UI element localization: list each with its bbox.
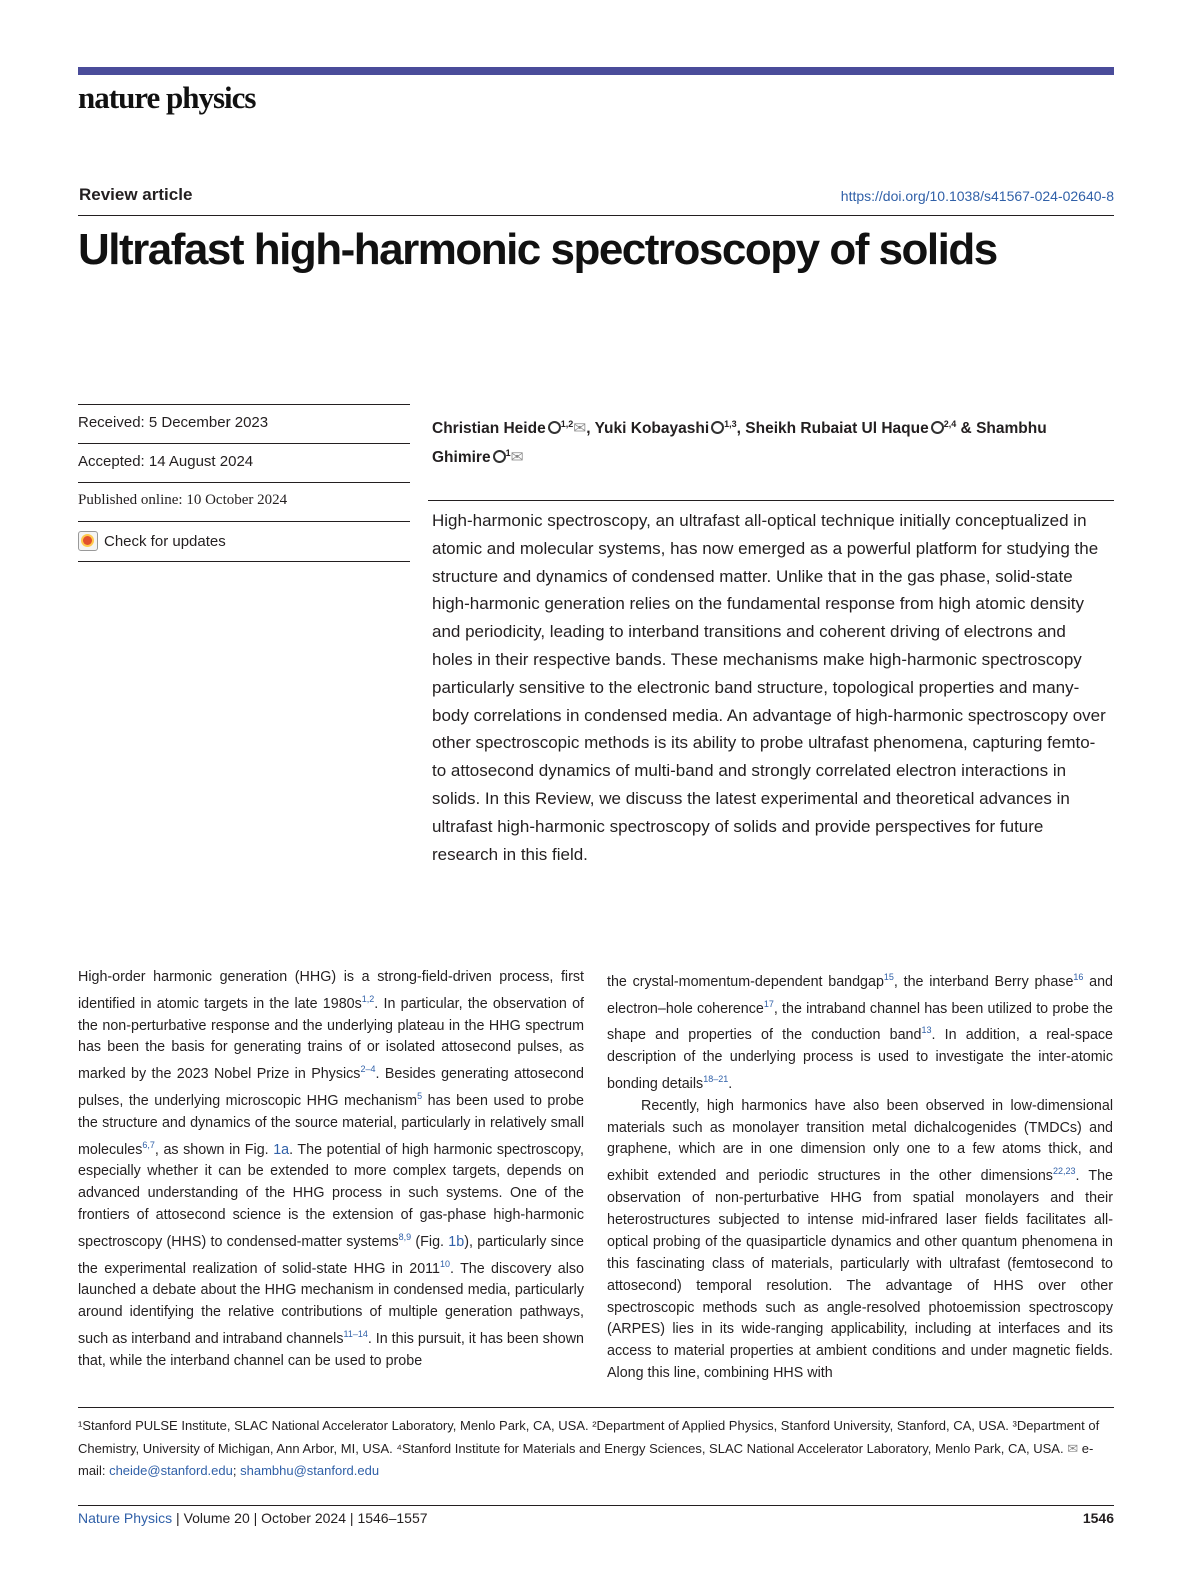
footer-pages: 1546–1557 [357,1510,428,1526]
body-text: . The observation of non-perturbative HHG from spatial monolayers and their heterostructures subjected to intense mid-infrared laser fields facilitates all-optical probing of the quasiparticle dynamics and other quantum phenomena in this fascinating class of materials, particularly with ultrafast (femtosecond to attosecond) temporal resolution. The advantage of HHS over other spectroscopic methods such as angle-resolved photoemission spectroscopy (ARPES) lies in its wide-ranging applicability, including at interfaces and its access to material properties at ambient conditions and under magnetic fields. Along this line, combining HHS with [607,1168,1113,1382]
author-affiliation: 1,2 [560,419,574,429]
body-text: High-order harmonic generation (HHG) is a strong-field-driven process, first identified in atomic targets in the late 1980s [78,969,584,1012]
footer-sep: | [253,1510,258,1526]
email-separator: ; [232,1463,237,1478]
body-text: . In this pursuit, it has been shown that, while the interband channel can be used to probe [78,1330,585,1369]
footer-divider [78,1505,1114,1506]
page-footer [78,1510,428,1526]
figure-link[interactable]: 1a [273,1141,290,1158]
body-text: , the intraband channel has been utilized to probe the shape and properties of the conduction band [607,1000,1113,1044]
email-label: e-mail: [78,1440,1094,1478]
body-text: . Besides generating attosecond pulses, the underlying microscopic HHG mechanism [78,1066,584,1109]
affiliations-text: ¹Stanford PULSE Institute, SLAC National Accelerator Laboratory, Menlo Park, CA, USA. ²Department of Applied Physics, Stanford University, Stanford, CA, USA. ³Department of Chemistry, University of Michigan, Ann Arbor, MI, USA. ⁴Stanford Institute for Materials and Energy Sciences, SLAC National Accelerator Laboratory, Menlo Park, CA, USA. [78,1418,1100,1456]
body-text: , the interband Berry phase [893,973,1074,990]
accepted-date: Accepted: 14 August 2024 [78,453,254,470]
body-text: Recently, high harmonics have also been observed in low-dimensional materials such as monolayer transition metal dichalcogenides (TMDCs) and graphene, which are in one dimension only one to a few atoms thick, and exhibit extended and periodic structures in the other dimensions [607,1097,1113,1185]
dates-divider-top [78,404,410,405]
reference-citation[interactable]: 1,2 [361,993,375,1004]
body-text: (Fig. [411,1233,449,1250]
reference-citation[interactable]: 11–14 [343,1329,368,1340]
reference-citation[interactable]: 22,23 [1052,1166,1076,1177]
footer-sep: | [176,1510,180,1526]
author-name[interactable]: Yuki Kobayashi [594,420,710,438]
author-affiliation: 1 [505,448,511,459]
doi-link[interactable]: https://doi.org/10.1038/s41567-024-02640-8 [840,188,1114,204]
article-title: Ultrafast high-harmonic spectroscopy of solids [78,225,997,274]
author-list: Christian Heide $^{1,2}$✉, Yuki Kobayashi $^{1,3}$, Sheikh Rubaiat Ul Haque $^{2,4}$ & Shambhu Ghimire $^1$✉ [432,419,1047,467]
orcid-icon[interactable] [548,421,561,434]
body-text: has been used to probe the structure and dynamics of the source material, particularly in relatively small molecules [78,1092,584,1158]
body-text: , as shown in Fig. [154,1141,274,1158]
reference-citation[interactable]: 17 [763,998,774,1009]
check-updates-label: Check for updates [104,532,226,550]
email-icon[interactable]: ✉ [510,449,524,467]
reference-citation[interactable]: 6,7 [142,1139,155,1150]
body-text: the crystal-momentum-dependent bandgap [607,973,884,990]
body-paragraph [607,967,1113,1096]
check-updates-icon [78,531,98,551]
body-text: . The potential of high harmonic spectroscopy, especially whether it can be extended to more complex targets, depends on advanced understanding of the HHG process in such systems. One of the frontiers of attosecond science is the extension of gas-phase high-harmonic spectroscopy (HHS) to condensed-matter systems [78,1141,584,1250]
article-type: Review article [79,185,193,204]
reference-citation[interactable]: 13 [921,1025,932,1036]
envelope-icon: ✉ [1067,1440,1079,1456]
body-text: and electron–hole coherence [607,973,1114,1017]
figure-link[interactable]: 1b [448,1233,465,1250]
orcid-icon[interactable] [711,421,724,434]
orcid-icon[interactable] [493,450,506,463]
reference-citation[interactable]: 8,9 [398,1232,412,1243]
published-date: Published online: 10 October 2024 [78,492,288,508]
reference-citation[interactable]: 16 [1073,972,1084,982]
dates-divider [78,443,410,444]
footer-sep: | [349,1510,354,1526]
dates-divider-bottom [78,561,410,562]
footnote-divider [78,1407,1114,1408]
body-text: . In addition, a real-space description of the underlying process is used to investigate the inter-atomic bonding details [607,1027,1113,1092]
body-text: . [728,1075,733,1092]
author-name[interactable]: Sheikh Rubaiat Ul Haque [745,420,929,438]
reference-citation[interactable]: 15 [883,972,894,982]
journal-accent-bar [78,67,1114,75]
author-name[interactable]: Shambhu Ghimire [432,420,1047,467]
body-text: . The discovery also launched a debate about the HHG mechanism in condensed media, particularly around identifying the relative contributions of multiple generation pathways, such as interband and intraband channels [78,1260,584,1347]
abstract: High-harmonic spectroscopy, an ultrafast all-optical technique initially conceptualized in atomic and molecular systems, has now emerged as a powerful platform for studying the structure and dynamics of condensed matter. Unlike that in the gas phase, solid-state high-harmonic generation relies on the fundamental response from high atomic density and periodicity, leading to interband transitions and coherent driving of electrons and holes in their respective bands. These mechanisms make high-harmonic spectroscopy particularly sensitive to the electronic band structure, topological properties and many-body correlations in condensed media. An advantage of high-harmonic spectroscopy over other spectroscopic methods is its ability to probe ultrafast phenomena, capturing femto- to attosecond dynamics of multi-band and strongly correlated electron interactions in solids. In this Review, we discuss the latest experimental and theoretical advances in ultrafast high-harmonic spectroscopy of solids and provide perspectives for future research in this field. [432,511,1106,864]
reference-citation[interactable]: 18–21 [703,1073,729,1084]
reference-citation[interactable]: 10 [440,1258,451,1269]
reference-citation[interactable]: 5 [417,1091,423,1102]
author-name[interactable]: Christian Heide [432,420,546,438]
author-affiliation: 1,3 [724,419,737,429]
body-column-left [78,967,584,1373]
affiliations [78,1415,1108,1483]
check-for-updates-button[interactable] [78,531,410,551]
header-divider [78,215,1114,216]
body-paragraph [607,1096,1113,1386]
page-number: 1546 [1082,1510,1114,1526]
dates-divider [78,521,410,522]
footer-journal[interactable]: Nature Physics [78,1510,173,1526]
footer-volume: Volume 20 [183,1510,250,1526]
email-link-ghimire[interactable]: shambhu@stanford.edu [240,1463,380,1478]
body-column-right [607,967,1113,1385]
abstract-divider [428,500,1114,501]
email-link-heide[interactable]: cheide@stanford.edu [109,1463,233,1478]
body-text: ), particularly since the experimental realization of solid-state HHG in 2011 [78,1233,584,1277]
journal-logo[interactable]: nature physics [78,80,256,115]
dates-divider [78,482,410,483]
author-affiliation: 2,4 [943,419,957,429]
footer-date: October 2024 [261,1510,347,1526]
email-icon[interactable]: ✉ [573,420,587,438]
body-text: . In particular, the observation of the non-perturbative response and the underlying plateau in the HHG spectrum has been the basis for generating trains of or isolated attosecond pulses, as marked by the 2023 Nobel Prize in Physics [78,995,584,1083]
orcid-icon[interactable] [931,421,944,434]
reference-citation[interactable]: 2–4 [360,1064,376,1075]
body-paragraph [78,967,584,1373]
received-date: Received: 5 December 2023 [78,414,269,431]
